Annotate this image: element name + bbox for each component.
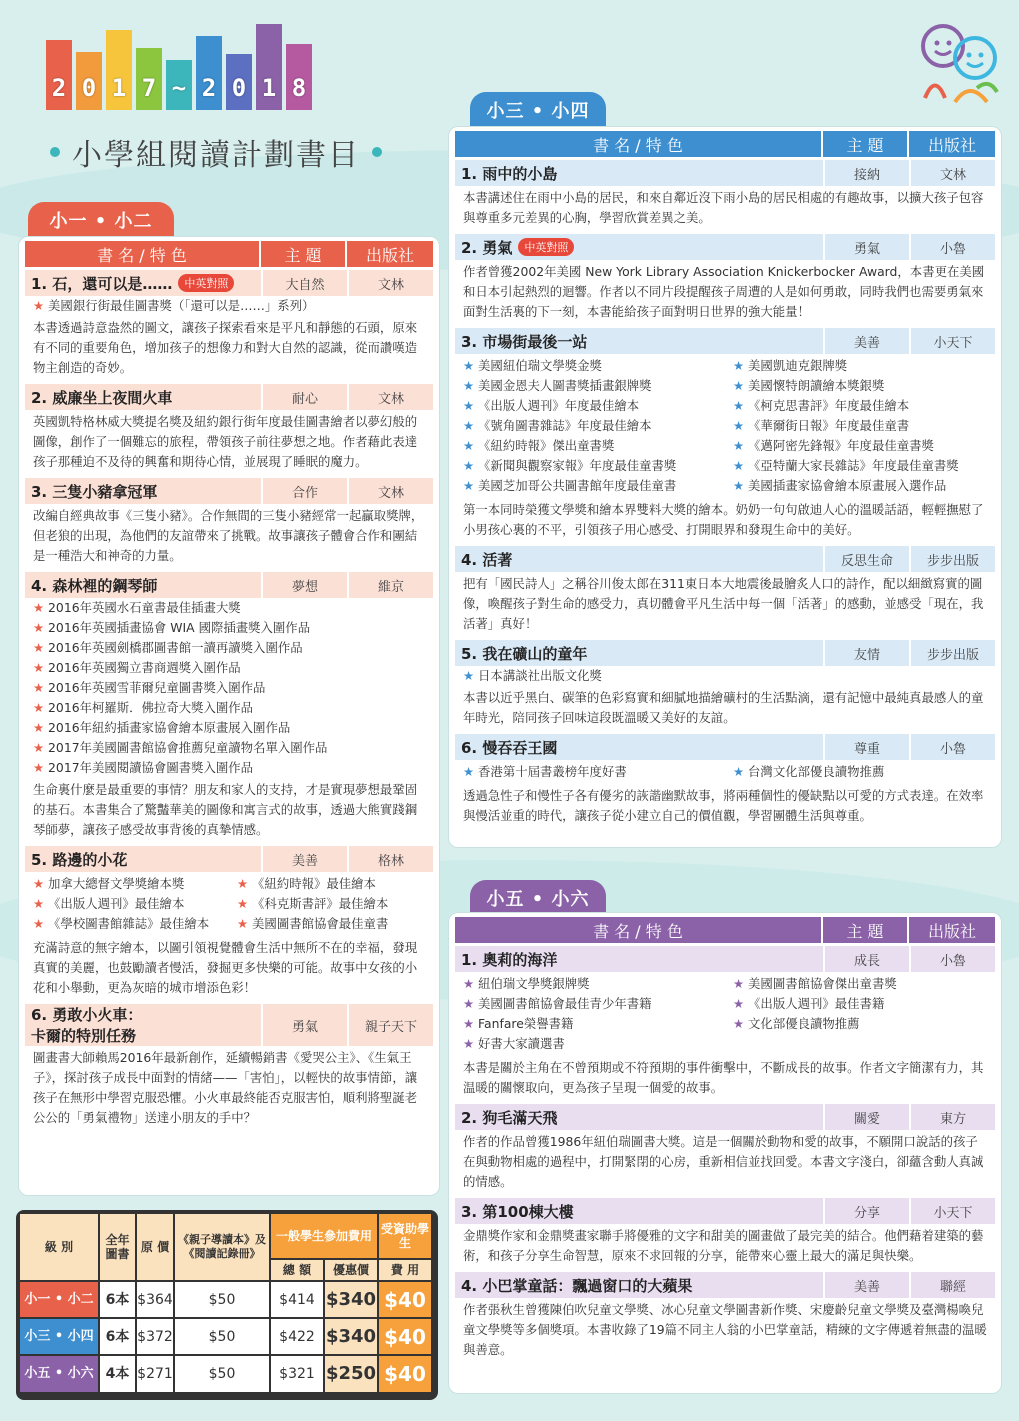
book-entry	[455, 640, 995, 731]
price-discount: $340	[325, 1282, 377, 1317]
book-topic: 美善	[823, 328, 909, 354]
book-title-text: 1. 奧莉的海洋	[461, 950, 558, 969]
book-title-text: 3. 第100棟大樓	[461, 1202, 574, 1221]
book-entry	[455, 234, 995, 325]
header-name: 書 名 / 特 色	[455, 131, 823, 157]
price-guide: $50	[175, 1319, 269, 1354]
book-title	[455, 331, 823, 352]
award-item: ★ 2016年柯羅斯．佛拉奇大獎入圍作品	[25, 698, 433, 718]
award-item: ★ 2016年英國水石童書最佳插畫大獎	[25, 598, 433, 618]
award-item: ★ 《出版人週刊》最佳書籍	[725, 994, 995, 1014]
book-title-text: 1. 雨中的小島	[461, 164, 558, 183]
award-item: ★ 2017年美國圖書館協會推薦兒童讀物名單入圍作品	[25, 738, 433, 758]
book-description: 充滿詩意的無字繪本，以圖引領視覺體會生活中無所不在的幸福，發現真實的美麗，也鼓勵讀者慢活，發掘更多快樂的可能。故事中女孩的小花和小舉動，更為灰暗的城市增添色彩！	[33, 940, 418, 995]
price-head-books: 全年圖書	[100, 1214, 135, 1280]
book-entry	[455, 946, 995, 1101]
price-books: 6本	[100, 1319, 135, 1354]
book-description: 金鼎獎作家和金鼎獎畫家聯手將優雅的文字和甜美的圖畫做了最完美的結合。他們藉着建築的藝術，和孩子分享生命智慧，原來不求回報的分享，能帶來心靈上最大的滿足與快樂。	[463, 1228, 984, 1263]
tab-grade34: 小三 • 小四	[470, 92, 606, 128]
tab-grade12: 小一 • 小二	[28, 202, 174, 238]
award-item: ★ 《邁阿密先鋒報》年度最佳童書獎	[725, 436, 995, 456]
bilingual-badge: 中英對照	[518, 238, 574, 256]
book-title-text: 1. 石，還可以是……	[31, 274, 173, 293]
book-publisher: 小魯	[909, 234, 995, 260]
award-item: ★ 香港第十屆書叢榜年度好書	[455, 762, 725, 782]
header-name: 書 名 / 特 色	[455, 917, 823, 943]
book-title	[25, 387, 261, 408]
book-title	[455, 949, 823, 970]
book-topic: 友情	[823, 640, 909, 666]
book-topic: 接納	[823, 160, 909, 186]
award-item: ★ 美國圖書館協會最佳青少年書籍	[455, 994, 725, 1014]
book-topic: 勇氣	[261, 1004, 347, 1046]
bullet-dot	[50, 147, 60, 157]
book-topic: 夢想	[261, 572, 347, 598]
book-description: 透過急性子和慢性子各有優劣的詼諧幽默故事，將兩種個性的優缺點以可愛的方式表達。在效率與慢活並重的時代，讓孩子從小建立自己的價值觀，學習團體生活與尊重。	[463, 788, 984, 823]
award-item: ★ 美國金恩夫人圖書獎插畫銀牌獎	[455, 376, 725, 396]
book-publisher: 小魯	[909, 946, 995, 972]
book-title-row	[455, 328, 995, 354]
book-publisher: 文林	[347, 478, 433, 504]
award-item: ★ 《紐約時報》最佳繪本	[229, 874, 433, 894]
price-level: 小一 • 小二	[20, 1282, 98, 1317]
price-table	[16, 1210, 438, 1400]
title-text: 小學組閱讀計劃書目	[72, 138, 360, 173]
book-entry	[455, 546, 995, 637]
price-guide: $50	[175, 1282, 269, 1317]
book-description: 作者的作品曾獲1986年紐伯瑞圖書大獎。這是一個關於動物和愛的故事，不願開口說話的孩子在與動物相處的過程中，打開緊閉的心房，重新相信並找回愛。本書文字淺白，卻蘊含動人真誠的情感。	[463, 1134, 984, 1189]
book-title-row	[25, 478, 433, 504]
price-aid: $40	[379, 1356, 431, 1392]
year-digit: 0	[226, 54, 252, 110]
book-title-row	[455, 640, 995, 666]
header-pub: 出版社	[927, 921, 976, 941]
price-level: 小三 • 小四	[20, 1319, 98, 1354]
page-title	[50, 130, 382, 174]
book-topic: 美善	[261, 846, 347, 872]
book-publisher: 維京	[347, 572, 433, 598]
tab-grade56: 小五 • 小六	[470, 880, 606, 916]
book-title-text: 5. 我在礦山的童年	[461, 644, 588, 663]
book-publisher: 步步出版	[909, 546, 995, 572]
book-description: 英國凱特格林威大獎提名獎及紐約銀行街年度最佳圖書繪者以夢幻般的圖像，創作了一個難忘的旅程，帶領孩子前往夢想之地。作者藉此表達孩子那種迫不及待的興奮和期待心情，並展現了睡眠的魔力。	[33, 414, 418, 469]
book-description: 第一本同時榮獲文學獎和繪本界雙料大獎的繪本。奶奶一句句啟迪人心的溫暖話語，輕輕撫慰了小男孩心裏的不平，引領孩子用心感受、打開眼界和發現生命中的美好。	[463, 502, 984, 537]
award-item: ★ 美國芝加哥公共圖書館年度最佳童書	[455, 476, 725, 496]
price-head-total: 總 額	[271, 1260, 323, 1280]
price-head-orig: 原 價	[137, 1214, 173, 1280]
book-title	[25, 575, 261, 596]
award-grid	[455, 972, 995, 1056]
book-description: 本書透過詩意盎然的圖文，讓孩子探索看來是平凡和靜態的石頭，原來有不同的重要角色，增加孩子的想像力和對大自然的認識，從而讚嘆造物主創造的奇妙。	[33, 320, 418, 375]
year-digit: ~	[166, 60, 192, 110]
book-topic: 成長	[823, 946, 909, 972]
book-title-row	[25, 384, 433, 410]
award-item: ★ 《號角圖書雜誌》年度最佳繪本	[455, 416, 725, 436]
award-item: ★ 日本講談社出版文化獎	[455, 666, 995, 686]
award-item: ★ 《學校圖書館雜誌》最佳繪本	[25, 914, 229, 934]
smiley-logo-icon	[915, 18, 1001, 106]
book-topic: 關愛	[823, 1104, 909, 1130]
book-title-text: 6. 勇敢小火車：	[31, 1006, 143, 1024]
book-topic: 反思生命	[823, 546, 909, 572]
book-title-row	[455, 1104, 995, 1130]
book-title	[25, 481, 261, 502]
book-topic: 大自然	[261, 270, 347, 296]
book-title-row	[455, 734, 995, 760]
book-title-row	[25, 270, 433, 296]
book-publisher: 東方	[909, 1104, 995, 1130]
award-item: ★ 美國圖書館協會傑出童書獎	[725, 974, 995, 994]
book-title	[25, 849, 261, 870]
book-title-text-2: 卡爾的特別任務	[31, 1027, 137, 1045]
header-topic: 主 題	[823, 917, 909, 943]
book-title-text: 4. 小巴掌童話：飄過窗口的大蘋果	[461, 1276, 693, 1295]
year-digit: 1	[106, 30, 132, 110]
book-description: 把有「國民詩人」之稱谷川俊太郎在311東日本大地震後最膾炙人口的詩作，配以細緻寫實的圖像，喚醒孩子對生命的感受力，真切體會平凡生活中每一個「活著」的感動，並感受「現在，我活著」真好！	[463, 576, 984, 631]
price-total: $321	[271, 1356, 323, 1392]
price-level: 小五 • 小六	[20, 1356, 98, 1392]
price-head-fee: 費 用	[379, 1260, 431, 1280]
book-publisher: 步步出版	[909, 640, 995, 666]
book-entry	[25, 478, 433, 569]
award-item: ★ 2017年美國閱讀協會圖書獎入圍作品	[25, 758, 433, 778]
book-description: 作者張秋生曾獲陳伯吹兒童文學獎、冰心兒童文學圖書新作獎、宋慶齡兒童文學獎及臺灣楊喚兒童文學獎等多個獎項。本書收錄了19篇不同主人翁的小巴掌童話，精練的文字傳遞着無盡的温暖與善意。	[463, 1302, 987, 1357]
grade56-panel	[448, 912, 1002, 1394]
book-publisher: 文林	[347, 384, 433, 410]
award-grid	[25, 872, 433, 936]
award-item: ★ 美國銀行街最佳圖書獎（「還可以是……」系列）	[25, 296, 433, 316]
book-title-row	[455, 1272, 995, 1298]
award-item: ★ 台灣文化部優良讀物推薦	[725, 762, 995, 782]
award-item: ★ 《華爾街日報》年度最佳童書	[725, 416, 995, 436]
bilingual-badge: 中英對照	[178, 274, 234, 292]
book-title-row	[455, 946, 995, 972]
book-publisher: 文林	[909, 160, 995, 186]
book-description: 本書是關於主角在不曾預期或不符預期的事件衝擊中，不斷成長的故事。作者文字簡潔有力，其温暖的關懷取向，更為孩子呈現一個愛的故事。	[463, 1060, 984, 1095]
price-aid: $40	[379, 1282, 431, 1317]
book-topic: 尊重	[823, 734, 909, 760]
book-description: 改編自經典故事《三隻小豬》。合作無間的三隻小豬經常一起贏取獎牌，但老狼的出現，為他們的友誼帶來了挑戰。故事讓孩子體會合作和團結是一種浩大和神奇的力量。	[33, 508, 424, 563]
book-description: 本書講述住在雨中小島的居民，和來自鄰近沒下雨小島的居民相處的有趣故事，以擴大孩子包容與尊重多元差異的心胸，學習欣賞差異之美。	[463, 190, 984, 225]
book-title	[455, 163, 823, 184]
book-title-row	[455, 1198, 995, 1224]
book-description: 生命裏什麼是最重要的事情？朋友和家人的支持，才是實現夢想最鞏固的基石。本書集合了驚豔華美的圖像和寓言式的故事，透過大熊實踐鋼琴師夢，讓孩子感受故事背後的真摯情感。	[33, 782, 418, 837]
book-title-row	[455, 546, 995, 572]
year-digit: 7	[136, 48, 162, 110]
award-item: ★ 《亞特蘭大家長雜誌》年度最佳童書獎	[725, 456, 995, 476]
book-title-row	[455, 160, 995, 186]
award-item: ★ 美國紐伯瑞文學獎金獎	[455, 356, 725, 376]
book-entry	[455, 160, 995, 231]
book-entry	[455, 734, 995, 829]
award-grid	[455, 760, 995, 784]
book-publisher: 小天下	[909, 328, 995, 354]
award-item: ★ 《柯克思書評》年度最佳繪本	[725, 396, 995, 416]
book-entry	[25, 270, 433, 381]
book-description: 本書以近乎黑白、碳筆的色彩寫實和細膩地描繪礦村的生活點滴，還有記憶中最純真最感人的童年時光，陪同孩子回味這段既溫暖又美好的友誼。	[463, 690, 984, 725]
book-title-text: 2. 勇氣	[461, 238, 513, 257]
book-entry	[455, 1272, 995, 1363]
book-entry	[25, 384, 433, 475]
book-title	[455, 737, 823, 758]
grade12-panel	[18, 236, 440, 1196]
book-entry	[455, 328, 995, 543]
book-title	[25, 1004, 261, 1046]
table-header	[455, 131, 995, 157]
book-title	[455, 549, 823, 570]
header-name: 書 名 / 特 色	[25, 241, 261, 267]
award-item: ★ 好書大家讀選書	[455, 1034, 725, 1054]
book-title	[455, 237, 823, 258]
award-item: ★ 2016年紐約插畫家協會繪本原畫展入圍作品	[25, 718, 433, 738]
price-discount: $340	[325, 1319, 377, 1354]
book-title-text: 6. 慢吞吞王國	[461, 738, 558, 757]
book-topic: 美善	[823, 1272, 909, 1298]
award-item: ★ 2016年英國劍橋郡圖書館一讀再讀獎入圍作品	[25, 638, 433, 658]
award-grid	[455, 354, 995, 498]
book-title-text: 2. 狗毛滿天飛	[461, 1108, 558, 1127]
award-item: ★ 《科克斯書評》最佳繪本	[229, 894, 433, 914]
price-total: $422	[271, 1319, 323, 1354]
header-pub: 出版社	[927, 135, 976, 155]
book-title-text: 5. 路邊的小花	[31, 850, 128, 869]
book-entry	[455, 1104, 995, 1195]
price-total: $414	[271, 1282, 323, 1317]
book-topic: 耐心	[261, 384, 347, 410]
price-head-disc: 優惠價	[325, 1260, 377, 1280]
year-digit: 2	[196, 36, 222, 110]
award-item: ★ 2016年英國獨立書商週獎入圍作品	[25, 658, 433, 678]
book-publisher: 親子天下	[347, 1004, 433, 1046]
award-item: ★ 《紐約時報》傑出童書獎	[455, 436, 725, 456]
book-publisher: 聯經	[909, 1272, 995, 1298]
award-item: ★ 《出版人週刊》最佳繪本	[25, 894, 229, 914]
award-item: ★ 《出版人週刊》年度最佳繪本	[455, 396, 725, 416]
price-orig: $364	[137, 1282, 173, 1317]
book-title-row	[25, 572, 433, 598]
price-head-level: 級 別	[20, 1214, 98, 1280]
price-aid: $40	[379, 1319, 431, 1354]
price-discount: $250	[325, 1356, 377, 1392]
book-entry	[455, 1198, 995, 1269]
book-title-row	[455, 234, 995, 260]
price-orig: $271	[137, 1356, 173, 1392]
price-head-general: 一般學生參加費用	[271, 1214, 377, 1258]
book-entry	[25, 846, 433, 1001]
book-publisher: 格林	[347, 846, 433, 872]
book-publisher: 文林	[347, 270, 433, 296]
header-pub: 出版社	[365, 245, 414, 265]
book-title-text: 3. 三隻小豬拿冠軍	[31, 482, 158, 501]
book-title-text: 4. 森林裡的鋼琴師	[31, 576, 158, 595]
book-entry	[25, 1004, 433, 1131]
price-books: 6本	[100, 1282, 135, 1317]
bullet-dot	[372, 147, 382, 157]
header-topic: 主 題	[261, 241, 347, 267]
award-item: ★ 加拿大總督文學獎繪本獎	[25, 874, 229, 894]
book-title-text: 2. 威廉坐上夜間火車	[31, 388, 173, 407]
book-title-row	[25, 1004, 433, 1046]
award-item: ★ 文化部優良讀物推薦	[725, 1014, 995, 1034]
award-item: ★ 2016年英國雪菲爾兒童圖書獎入圍作品	[25, 678, 433, 698]
award-item: ★ 美國插畫家協會繪本原畫展入選作品	[725, 476, 995, 496]
book-title	[455, 1201, 823, 1222]
book-title-text: 4. 活著	[461, 550, 513, 569]
book-topic: 勇氣	[823, 234, 909, 260]
year-banner	[46, 24, 312, 110]
book-description: 作者曾獲2002年美國 New York Library Association Knickerbocker Award，本書更在美國和日本引起熱烈的迴響。作者以不同片段提醒孩子周遭的人是如何勇敢，同時我們也需要勇氣來面對生活裏的下一刻，本書能給孩子面對明日世界的強大能量！	[463, 264, 985, 319]
award-item: ★ 2016年英國插畫協會 WIA 國際插畫獎入圍作品	[25, 618, 433, 638]
award-item: ★ 《新聞與觀察家報》年度最佳童書獎	[455, 456, 725, 476]
price-head-aid: 受資助學生	[379, 1214, 431, 1258]
price-guide: $50	[175, 1356, 269, 1392]
year-digit: 0	[76, 52, 102, 110]
table-header	[455, 917, 995, 943]
grade34-panel	[448, 126, 1002, 848]
book-description: 圖畫書大師賴馬2016年最新創作，延續暢銷書《愛哭公主》、《生氣王子》，探討孩子成長中面對的情緒——「害怕」，以輕快的故事情節，讓孩子在無形中學習克服恐懼。小火車最終能否克服害怕，順利將聖誕老公公的「勇氣禮物」送達小朋友的手中？	[33, 1050, 418, 1125]
year-digit: 8	[286, 44, 312, 110]
book-title-row	[25, 846, 433, 872]
book-title	[455, 643, 823, 664]
header-topic: 主 題	[823, 131, 909, 157]
award-item: ★ 美國凱迪克銀牌獎	[725, 356, 995, 376]
award-item: ★ 紐伯瑞文學獎銀牌獎	[455, 974, 725, 994]
book-publisher: 小天下	[909, 1198, 995, 1224]
award-item: ★ 美國懷特朗讀繪本獎銀獎	[725, 376, 995, 396]
price-orig: $372	[137, 1319, 173, 1354]
award-item: ★ 美國圖書館協會最佳童書	[229, 914, 433, 934]
book-topic: 合作	[261, 478, 347, 504]
book-title	[455, 1107, 823, 1128]
table-header	[25, 241, 433, 267]
book-title	[25, 273, 261, 294]
price-head-guide: 《親子導讀本》及《閱讀記錄冊》	[175, 1214, 269, 1280]
year-digit: 1	[256, 24, 282, 110]
price-books: 4本	[100, 1356, 135, 1392]
book-publisher: 小魯	[909, 734, 995, 760]
award-item: ★ Fanfare榮譽書籍	[455, 1014, 725, 1034]
book-entry	[25, 572, 433, 843]
book-title-text: 3. 市場街最後一站	[461, 332, 588, 351]
year-digit: 2	[46, 40, 72, 110]
book-title	[455, 1275, 823, 1296]
book-topic: 分享	[823, 1198, 909, 1224]
